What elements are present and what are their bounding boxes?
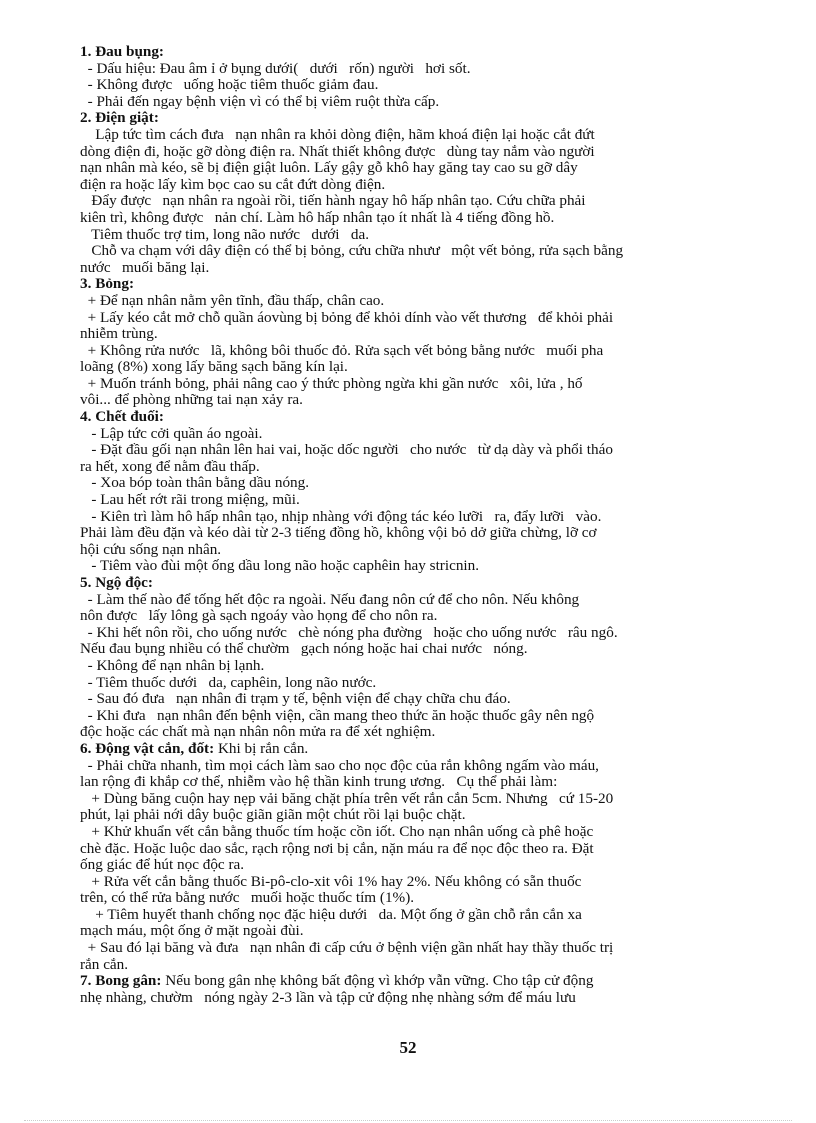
- text-line: + Muốn tránh bỏng, phải nâng cao ý thức phòng ngừa khi gần nước xôi, lửa , hố: [80, 375, 583, 392]
- text-line: + Dùng băng cuộn hay nẹp vải băng chặt phía trên vết rắn cắn 5cm. Nhưng cứ 15-20: [80, 790, 614, 807]
- page-number: 52: [399, 1038, 417, 1057]
- section-title: 6. Động vật cắn, đốt:: [80, 740, 215, 757]
- text-line: Đẩy được nạn nhân ra ngoài rồi, tiến hành ngay hô hấp nhân tạo. Cứu chữa phải: [80, 193, 586, 210]
- text-line: Nếu đau bụng nhiều có thể chườm gạch nóng hoặc hai chai nước nóng.: [80, 641, 528, 658]
- section-lead-text: Nếu bong gân nhẹ không bất động vì khớp vẫn vững. Cho tập cử động: [161, 973, 594, 990]
- text-line: ra hết, xong để nằm đầu thấp.: [80, 458, 260, 475]
- text-line: - Sau đó đưa nạn nhân đi trạm y tế, bệnh viện để chạy chữa chu đáo.: [80, 691, 511, 708]
- text-line: + Không rửa nước lã, không bôi thuốc đỏ. Rửa sạch vết bỏng bằng nước muối pha: [80, 342, 604, 359]
- text-line: loãng (8%) xong lấy băng sạch băng kín lại.: [80, 359, 348, 376]
- text-line: - Tiêm vào đùi một ống dầu long não hoặc caphêin hay stricnin.: [80, 558, 480, 575]
- text-line: - Phải chữa nhanh, tìm mọi cách làm sao cho nọc độc của rắn không ngấm vào máu,: [80, 757, 599, 774]
- text-line: - Lau hết rớt rãi trong miệng, mũi.: [80, 492, 300, 509]
- text-line: điện ra hoặc lấy kìm bọc cao su cắt đứt dòng điện.: [80, 176, 386, 193]
- text-line: - Làm thế nào để tống hết độc ra ngoài. Nếu đang nôn cứ để cho nôn. Nếu không: [80, 591, 580, 608]
- text-line: + Lấy kéo cắt mở chỗ quần áovùng bị bỏng để khỏi dính vào vết thương để khỏi phải: [80, 309, 614, 326]
- section-title: 7. Bong gân:: [80, 973, 162, 990]
- text-line: nhiễm trùng.: [80, 326, 158, 343]
- text-line: - Không để nạn nhân bị lạnh.: [80, 657, 265, 674]
- text-line: + Rửa vết cắn bằng thuốc Bi-pô-clo-xit vôi 1% hay 2%. Nếu không có sẵn thuốc: [80, 873, 582, 890]
- text-line: - Khi hết nôn rồi, cho uống nước chè nóng pha đường hoặc cho uống nước râu ngô.: [80, 624, 618, 641]
- section-heading: [80, 575, 742, 592]
- text-line: chè đặc. Hoặc luộc dao sắc, rạch rộng nơi bị cắn, nặn máu ra để nọc độc theo ra. Đặt: [80, 840, 594, 857]
- text-line: trên, có thể rửa bằng nước muối hoặc thuốc tím (1%).: [80, 890, 415, 907]
- text-line: mạch máu, một ống ở mặt ngoài đùi.: [80, 923, 304, 940]
- section-heading: [80, 276, 742, 293]
- text-line: rắn cắn.: [80, 956, 129, 973]
- text-line: nước muối băng lại.: [80, 259, 210, 276]
- text-line: nạn nhân mà kéo, sẽ bị điện giật luôn. Lấy gậy gỗ khô hay găng tay cao su gỡ dây: [80, 160, 578, 177]
- text-line: + Để nạn nhân nằm yên tĩnh, đầu thấp, chân cao.: [80, 292, 385, 309]
- document-body: [80, 44, 742, 1006]
- text-line: + Khử khuẩn vết cắn bằng thuốc tím hoặc cồn iốt. Cho nạn nhân uống cà phê hoặc: [80, 823, 594, 840]
- section-heading: [80, 741, 742, 758]
- section-title: 1. Đau bụng:: [80, 44, 164, 60]
- text-line: Lập tức tìm cách đưa nạn nhân ra khỏi dòng điện, hãm khoá điện lại hoặc cắt đứt: [80, 126, 595, 143]
- text-line: kiên trì, không được nản chí. Làm hô hấp nhân tạo ít nhất là 4 tiếng đồng hồ.: [80, 209, 555, 226]
- text-line: + Sau đó lại băng và đưa nạn nhân đi cấp cứu ở bệnh viện gần nhất hay thầy thuốc trị: [80, 940, 614, 957]
- text-line: - Kiên trì làm hô hấp nhân tạo, nhịp nhàng với động tác kéo lưỡi ra, đẩy lưỡi vào.: [80, 508, 602, 525]
- text-line: - Khi đưa nạn nhân đến bệnh viện, cần mang theo thức ăn hoặc thuốc gây nên ngộ: [80, 707, 595, 724]
- text-line: - Dấu hiệu: Đau âm ỉ ở bụng dưới( dưới rốn) người hơi sốt.: [80, 60, 471, 77]
- section-heading: [80, 110, 742, 127]
- text-line: hội cứu sống nạn nhân.: [80, 541, 222, 558]
- text-line: vôi... để phòng những tai nạn xảy ra.: [80, 392, 303, 409]
- text-line: Tiêm thuốc trợ tim, long não nước dưới da.: [80, 226, 370, 243]
- text-line: - Đặt đầu gối nạn nhân lên hai vai, hoặc dốc người cho nước từ dạ dày và phổi tháo: [80, 442, 613, 459]
- section-heading: [80, 44, 742, 61]
- text-line: nôn được lấy lông gà sạch ngoáy vào họng để cho nôn ra.: [80, 608, 438, 625]
- section-heading: [80, 973, 742, 990]
- text-line: + Tiêm huyết thanh chống nọc đặc hiệu dưới da. Một ống ở gần chỗ rắn cắn xa: [80, 906, 582, 923]
- text-line: - Lập tức cởi quần áo ngoài.: [80, 425, 263, 442]
- text-line: độc hoặc các chất mà nạn nhân nôn mửa ra để xét nghiệm.: [80, 724, 436, 741]
- section-title: 3. Bỏng:: [80, 276, 135, 293]
- text-line: - Xoa bóp toàn thân bằng dầu nóng.: [80, 475, 310, 492]
- section-heading: [80, 409, 742, 426]
- section-lead-text: Khi bị rắn cắn.: [214, 740, 309, 757]
- text-line: dòng điện đi, hoặc gỡ dòng điện ra. Nhất thiết không được dùng tay nắm vào người: [80, 143, 595, 160]
- footer-rule: [24, 1120, 792, 1121]
- text-line: Phải làm đều đặn và kéo dài từ 2-3 tiếng đồng hồ, không vội bỏ dở giữa chừng, lỡ cơ: [80, 525, 597, 542]
- text-line: Chỗ va chạm với dây điện có thể bị bỏng, cứu chữa nhưư một vết bỏng, rửa sạch bằng: [80, 243, 624, 260]
- text-line: - Không được uống hoặc tiêm thuốc giảm đau.: [80, 77, 379, 94]
- text-line: lan rộng đi khắp cơ thể, nhiễm vào hệ thần kinh trung ương. Cụ thể phải làm:: [80, 774, 558, 791]
- text-line: nhẹ nhàng, chườm nóng ngày 2-3 lần và tập cử động nhẹ nhàng sớm để máu lưu: [80, 989, 576, 1006]
- text-line: phút, lại phải nới dây buộc giãn giãn một chút rồi lại buộc chặt.: [80, 807, 466, 824]
- text-line: - Tiêm thuốc dưới da, caphêin, long não nước.: [80, 674, 377, 691]
- section-title: 5. Ngộ độc:: [80, 575, 153, 591]
- text-line: - Phải đến ngay bệnh viện vì có thể bị viêm ruột thừa cấp.: [80, 93, 440, 110]
- section-title: 2. Điện giật:: [80, 110, 159, 127]
- text-line: ống giác để hút nọc độc ra.: [80, 857, 245, 874]
- section-title: 4. Chết đuối:: [80, 409, 164, 426]
